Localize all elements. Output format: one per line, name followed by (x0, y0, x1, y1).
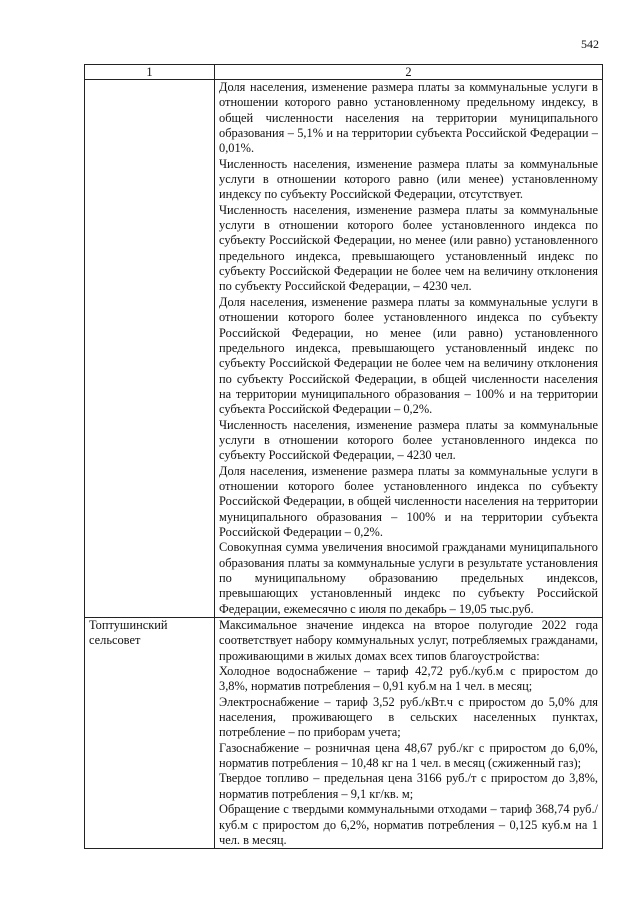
row-label-cell (85, 80, 215, 618)
paragraph: Холодное водоснабжение – тариф 42,72 руб./куб.м с приростом до 3,8%, норматив потребления – 0,91 куб.м на 1 чел. в месяц; (219, 664, 598, 694)
paragraph: Совокупная сумма увеличения вносимой гражданами муниципального образования платы за коммунальные услуги в результате установления по муниципальному образованию предельных индексов, превышающих установленный индекс по субъекту Российской Федерации, ежемесячно с июля по декабрь – 19,05 тыс.руб. (219, 540, 598, 616)
paragraph: Электроснабжение – тариф 3,52 руб./кВт.ч с приростом до 5,0% для населения, проживающего в сельских населенных пунктах, потребление – по приборам учета; (219, 694, 598, 740)
table-header-row (85, 65, 603, 80)
paragraph: Твердое топливо – предельная цена 3166 руб./т с приростом до 3,8%, норматив потребления – 9,1 кг/кв. м; (219, 771, 598, 801)
row-label-cell: Топтушинский сельсовет (85, 618, 215, 849)
row-content-cell (215, 80, 603, 618)
column-header-1: 1 (85, 65, 215, 80)
paragraph: Численность населения, изменение размера платы за коммунальные услуги в отношении которого более установленного индекса по субъекту Российской Федерации, но менее (или равно) установленного предельного индекса, превышающего установленный индекс по субъекту Российской Федерации не более чем на величину отклонения по субъекту Российской Федерации, – 4230 чел. (219, 202, 598, 294)
column-header-2: 2 (215, 65, 603, 80)
table-row (85, 80, 603, 618)
paragraph: Доля населения, изменение размера платы за коммунальные услуги в отношении которого более установленного индекса по субъекту Российской Федерации, в общей численности населения на территории муниципального образования – 100% и на территории субъекта Российской Федерации – 0,2%. (219, 463, 598, 539)
paragraph: Максимальное значение индекса на второе полугодие 2022 года соответствует набору коммунальных услуг, потребляемых гражданами, проживающими в жилых домах всех типов благоустройства: (219, 618, 598, 663)
table-row (85, 618, 603, 849)
paragraph: Доля населения, изменение размера платы за коммунальные услуги в отношении которого равно установленному предельному индексу, в общей численности населения на территории муниципального образования – 5,1% и на территории субъекта Российской Федерации – 0,01%. (219, 80, 598, 156)
paragraph: Численность населения, изменение размера платы за коммунальные услуги в отношении которого равно (или менее) установленному индексу по субъекту Российской Федерации, отсутствует. (219, 156, 598, 202)
paragraph: Обращение с твердыми коммунальными отходами – тариф 368,74 руб./куб.м с приростом до 6,2%, норматив потребления – 0,125 куб.м на 1 чел. в месяц. (219, 802, 598, 847)
paragraph: Газоснабжение – розничная цена 48,67 руб./кг с приростом до 6,0%, норматив потребления – 10,48 кг на 1 чел. в месяц (сжиженный газ); (219, 740, 598, 771)
paragraph: Доля населения, изменение размера платы за коммунальные услуги в отношении которого более установленного индекса по субъекту Российской Федерации, но менее (или равно) установленного предельного индекса, превышающего установленный индекс по субъекту Российской Федерации не более чем на величину отклонения по субъекту Российской Федерации, в общей численности населения на территории муниципального образования – 100% и на территории субъекта Российской Федерации – 0,2%. (219, 294, 598, 417)
paragraph: Численность населения, изменение размера платы за коммунальные услуги в отношении которого более установленного индекса по субъекту Российской Федерации, – 4230 чел. (219, 417, 598, 463)
page-number: 542 (581, 37, 599, 51)
document-table (84, 64, 603, 849)
row-content-cell (215, 618, 603, 849)
